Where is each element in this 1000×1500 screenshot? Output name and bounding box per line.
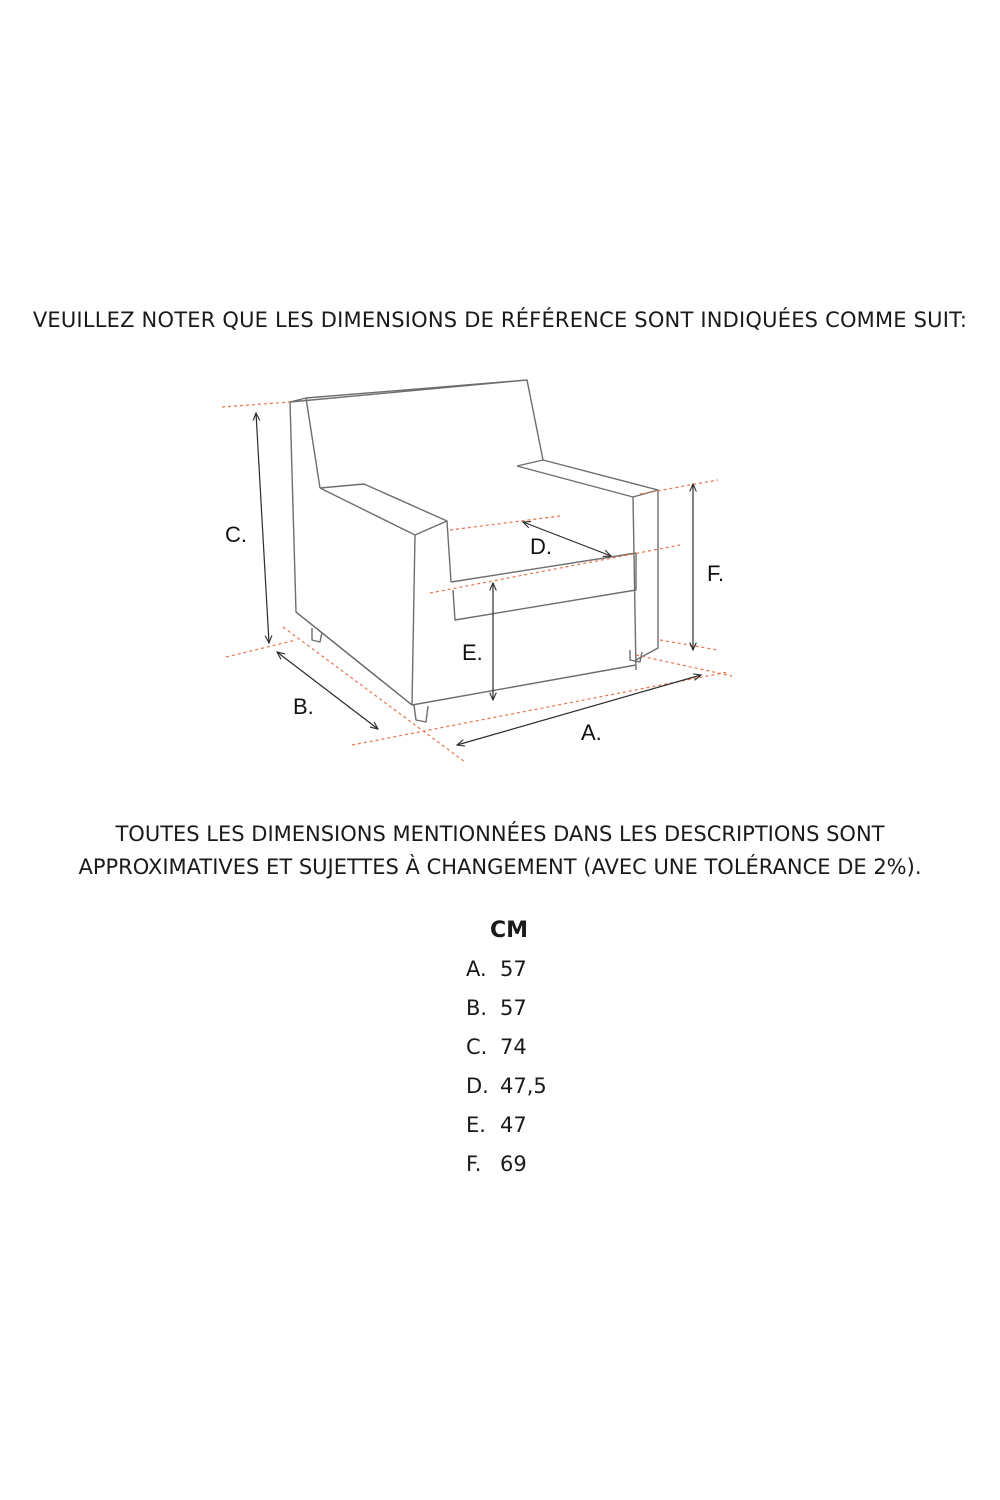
unit-header: CM bbox=[490, 918, 529, 943]
label-b: B. bbox=[293, 694, 314, 719]
row-label: D. bbox=[466, 1074, 489, 1098]
armchair-dimension-diagram bbox=[0, 360, 1000, 780]
chair-leg bbox=[312, 628, 322, 642]
disclaimer-line-2: APPROXIMATIVES ET SUJETTES À CHANGEMENT (AVEC UNE TOLÉRANCE DE 2%). bbox=[78, 855, 922, 879]
chair-leg bbox=[414, 705, 428, 722]
row-value: 47 bbox=[500, 1113, 527, 1137]
label-f: F. bbox=[707, 561, 725, 586]
row-value: 47,5 bbox=[500, 1074, 547, 1098]
disclaimer-note bbox=[40, 818, 960, 884]
table-row bbox=[466, 1145, 666, 1184]
table-row bbox=[466, 1067, 666, 1106]
seat-cushion bbox=[451, 553, 636, 620]
row-label: E. bbox=[466, 1113, 486, 1137]
dimensions-table bbox=[466, 918, 666, 1184]
row-value: 57 bbox=[500, 957, 527, 981]
arrow-c bbox=[256, 413, 269, 643]
table-row bbox=[466, 1106, 666, 1145]
table-row bbox=[466, 1028, 666, 1067]
row-label: F. bbox=[466, 1152, 482, 1176]
row-label: A. bbox=[466, 957, 487, 981]
row-value: 69 bbox=[500, 1152, 527, 1176]
table-row bbox=[466, 950, 666, 989]
table-row bbox=[466, 989, 666, 1028]
backrest bbox=[290, 380, 543, 488]
row-value: 74 bbox=[500, 1035, 527, 1059]
row-value: 57 bbox=[500, 996, 527, 1020]
label-a: A. bbox=[581, 720, 602, 745]
label-d: D. bbox=[530, 534, 552, 559]
disclaimer-line-1: TOUTES LES DIMENSIONS MENTIONNÉES DANS LES DESCRIPTIONS SONT bbox=[115, 822, 885, 846]
row-label: B. bbox=[466, 996, 488, 1020]
intro-text: VEUILLEZ NOTER QUE LES DIMENSIONS DE RÉFÉRENCE SONT INDIQUÉES COMME SUIT: bbox=[32, 308, 968, 332]
armchair-outline bbox=[290, 380, 658, 722]
right-arm bbox=[517, 460, 658, 670]
label-e: E. bbox=[462, 640, 483, 665]
row-label: C. bbox=[466, 1035, 488, 1059]
label-c: C. bbox=[225, 522, 247, 547]
